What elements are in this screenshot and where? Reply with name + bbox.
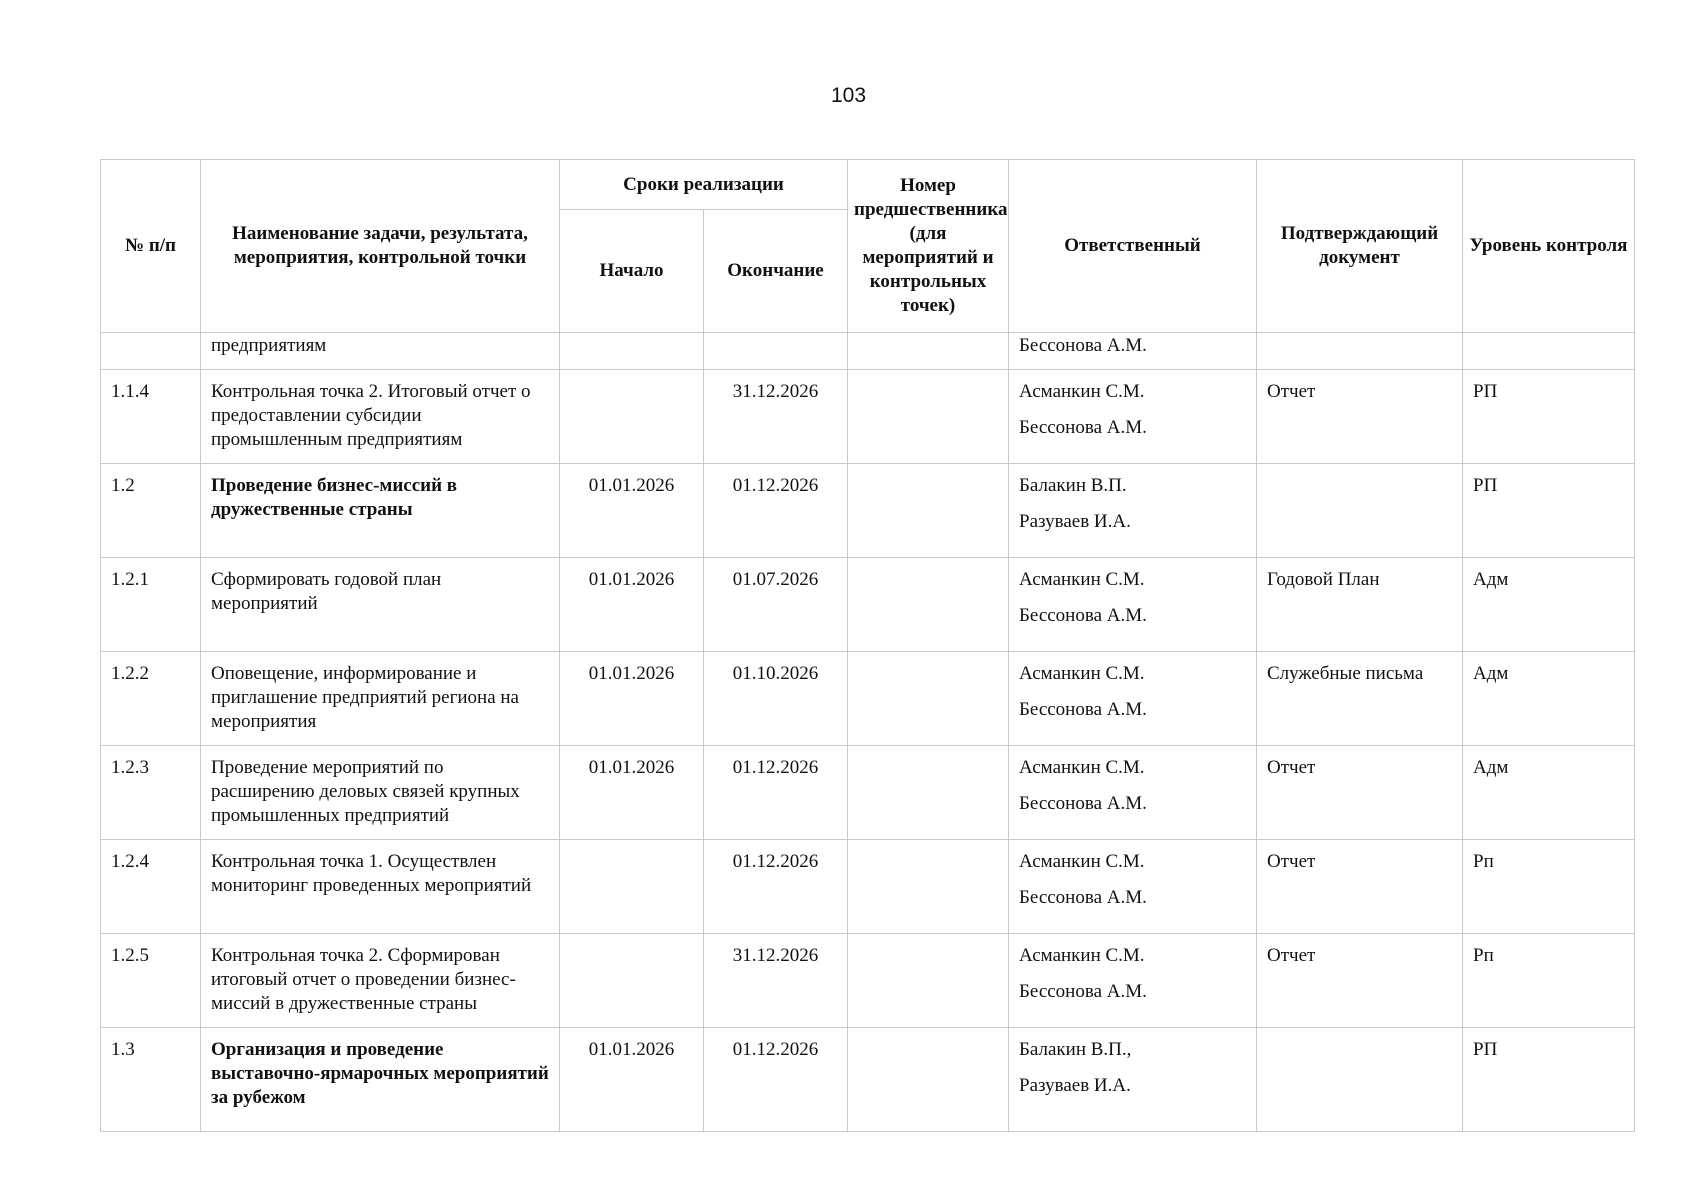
cell-start: 01.01.2026 <box>560 652 704 746</box>
cell-start: 01.01.2026 <box>560 746 704 840</box>
cell-end: 01.10.2026 <box>704 652 848 746</box>
cell-control: Адм <box>1463 746 1635 840</box>
cell-start: 01.01.2026 <box>560 1028 704 1132</box>
cell-num: 1.2.1 <box>101 558 201 652</box>
cell-name: Контрольная точка 2. Сформирован итоговый отчет о проведении бизнес-миссий в дружественные страны <box>201 934 560 1028</box>
table-row <box>101 746 1635 840</box>
cell-num: 1.2.5 <box>101 934 201 1028</box>
cell-document: Отчет <box>1257 370 1463 464</box>
cell-name: Проведение бизнес-миссий в дружественные страны <box>201 464 560 558</box>
header-end: Окончание <box>704 210 848 333</box>
cell-start <box>560 370 704 464</box>
table-row <box>101 840 1635 934</box>
cell-predecessor <box>848 333 1009 370</box>
table-row <box>101 558 1635 652</box>
cell-num <box>101 333 201 370</box>
cell-control: РП <box>1463 464 1635 558</box>
cell-responsible <box>1009 370 1257 464</box>
cell-control <box>1463 333 1635 370</box>
cell-num: 1.3 <box>101 1028 201 1132</box>
cell-name: Организация и проведение выставочно-ярмарочных мероприятий за рубежом <box>201 1028 560 1132</box>
header-name: Наименование задачи, результата, мероприятия, контрольной точки <box>201 160 560 333</box>
responsible-line: Балакин В.П., <box>1019 1039 1132 1060</box>
cell-control: Адм <box>1463 558 1635 652</box>
cell-num: 1.2.2 <box>101 652 201 746</box>
responsible-line: Бессонова А.М. <box>1019 981 1147 1002</box>
cell-end: 01.12.2026 <box>704 1028 848 1132</box>
header-terms-group: Сроки реализации <box>560 160 848 210</box>
cell-responsible <box>1009 652 1257 746</box>
cell-end: 31.12.2026 <box>704 370 848 464</box>
header-start: Начало <box>560 210 704 333</box>
responsible-line: Балакин В.П. <box>1019 475 1127 496</box>
header-document: Подтверждающий документ <box>1257 160 1463 333</box>
table-row <box>101 652 1635 746</box>
header-predecessor: Номер предшественника (для мероприятий и контрольных точек) <box>848 160 1009 333</box>
cell-responsible <box>1009 746 1257 840</box>
page-number: 103 <box>830 84 867 107</box>
cell-document: Отчет <box>1257 840 1463 934</box>
cell-num: 1.1.4 <box>101 370 201 464</box>
responsible-line: Бессонова А.М. <box>1019 605 1147 626</box>
cell-document: Служебные письма <box>1257 652 1463 746</box>
table-row <box>101 464 1635 558</box>
cell-name: Контрольная точка 2. Итоговый отчет о предоставлении субсидии промышленным предприятиям <box>201 370 560 464</box>
cell-name: Проведение мероприятий по расширению деловых связей крупных промышленных предприятий <box>201 746 560 840</box>
cell-responsible <box>1009 934 1257 1028</box>
cell-start: 01.01.2026 <box>560 558 704 652</box>
responsible-line: Бессонова А.М. <box>1019 699 1147 720</box>
cell-document <box>1257 1028 1463 1132</box>
cell-predecessor <box>848 464 1009 558</box>
responsible-line: Бессонова А.М. <box>1019 417 1147 438</box>
cell-predecessor <box>848 1028 1009 1132</box>
cell-responsible <box>1009 464 1257 558</box>
cell-end: 01.12.2026 <box>704 746 848 840</box>
responsible-line: Разуваев И.А. <box>1019 511 1131 532</box>
responsible-line: Бессонова А.М. <box>1019 793 1147 814</box>
cell-responsible <box>1009 840 1257 934</box>
cell-predecessor <box>848 652 1009 746</box>
cell-document <box>1257 333 1463 370</box>
header-control: Уровень контроля <box>1463 160 1635 333</box>
cell-end <box>704 333 848 370</box>
responsible-line: Асманкин С.М. <box>1019 851 1145 872</box>
cell-end: 01.07.2026 <box>704 558 848 652</box>
cell-responsible <box>1009 558 1257 652</box>
cell-predecessor <box>848 370 1009 464</box>
table-row <box>101 370 1635 464</box>
cell-control: РП <box>1463 1028 1635 1132</box>
responsible-line: Разуваев И.А. <box>1019 1075 1131 1096</box>
responsible-line: Асманкин С.М. <box>1019 381 1145 402</box>
responsible-line: Асманкин С.М. <box>1019 757 1145 778</box>
cell-name: Сформировать годовой план мероприятий <box>201 558 560 652</box>
cell-end: 01.12.2026 <box>704 840 848 934</box>
cell-control: РП <box>1463 370 1635 464</box>
cell-name: Оповещение, информирование и приглашение предприятий региона на мероприятия <box>201 652 560 746</box>
plan-table <box>100 159 1635 1132</box>
header-num: № п/п <box>101 160 201 333</box>
continuation-row <box>101 333 1635 370</box>
cell-predecessor <box>848 840 1009 934</box>
cell-document: Отчет <box>1257 934 1463 1028</box>
cell-document <box>1257 464 1463 558</box>
cell-end: 01.12.2026 <box>704 464 848 558</box>
cell-control: Адм <box>1463 652 1635 746</box>
table-row <box>101 1028 1635 1132</box>
responsible-line: Асманкин С.М. <box>1019 663 1145 684</box>
responsible-line: Бессонова А.М. <box>1019 887 1147 908</box>
cell-start <box>560 934 704 1028</box>
cell-num: 1.2.3 <box>101 746 201 840</box>
responsible-line: Асманкин С.М. <box>1019 569 1145 590</box>
cell-document: Отчет <box>1257 746 1463 840</box>
cell-control: Рп <box>1463 840 1635 934</box>
table-row <box>101 934 1635 1028</box>
cell-document: Годовой План <box>1257 558 1463 652</box>
cell-name: Контрольная точка 1. Осуществлен мониторинг проведенных мероприятий <box>201 840 560 934</box>
cell-predecessor <box>848 934 1009 1028</box>
cell-end: 31.12.2026 <box>704 934 848 1028</box>
cell-start <box>560 333 704 370</box>
cell-responsible: Бессонова А.М. <box>1009 333 1257 370</box>
cell-num: 1.2.4 <box>101 840 201 934</box>
responsible-line: Асманкин С.М. <box>1019 945 1145 966</box>
cell-predecessor <box>848 746 1009 840</box>
cell-name: предприятиям <box>201 333 560 370</box>
cell-control: Рп <box>1463 934 1635 1028</box>
cell-start <box>560 840 704 934</box>
cell-start: 01.01.2026 <box>560 464 704 558</box>
cell-num: 1.2 <box>101 464 201 558</box>
cell-responsible <box>1009 1028 1257 1132</box>
cell-predecessor <box>848 558 1009 652</box>
header-row-top <box>101 160 1635 210</box>
header-responsible: Ответственный <box>1009 160 1257 333</box>
